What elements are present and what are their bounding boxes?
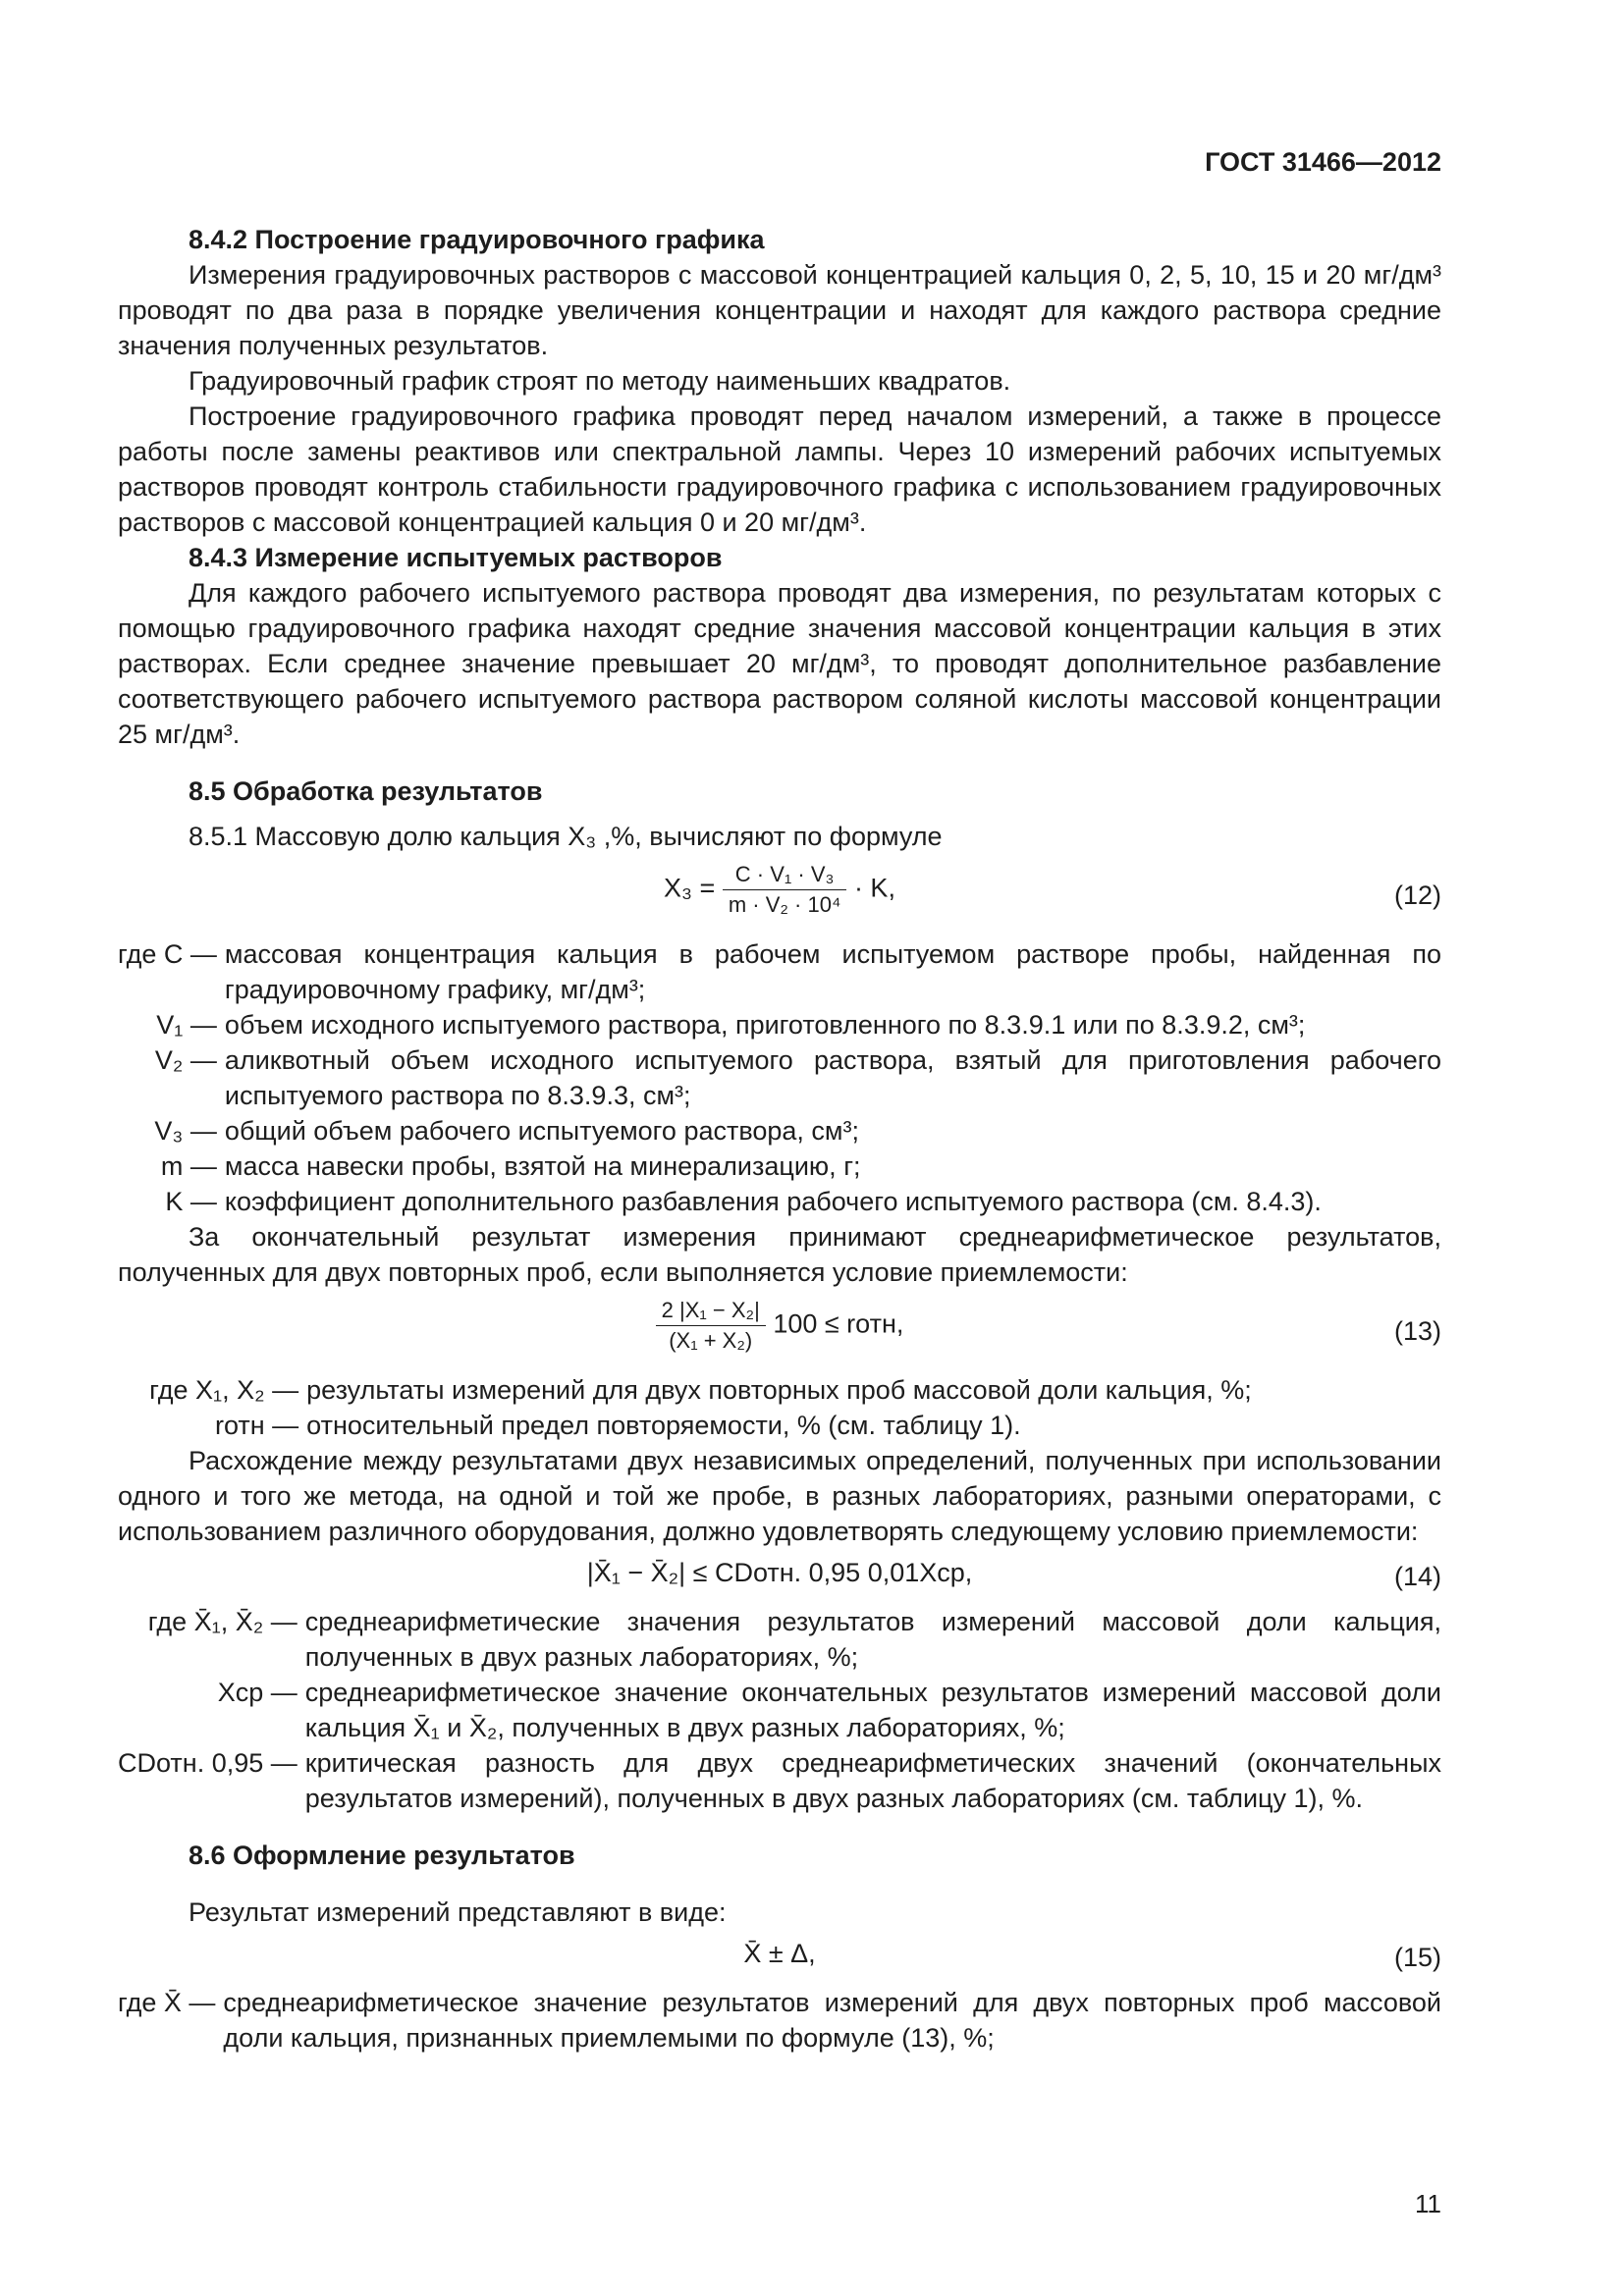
- formula-13-denominator: (X₁ + X₂): [669, 1328, 753, 1353]
- definition-symbol: m —: [160, 1151, 217, 1181]
- section-8-4-3-title: 8.4.3 Измерение испытуемых растворов: [189, 543, 723, 572]
- formula-15-number: (15): [1393, 1943, 1441, 1972]
- definition-row: [118, 1184, 1441, 1219]
- formula-15-expression: X̄ ± Δ,: [743, 1939, 816, 1968]
- definition-text: среднеарифметическое значение результатов измерений для двух повторных проб массовой доли кальция, признанных приемлемыми по формуле (13), %;: [223, 1988, 1441, 2053]
- section-8-5-paragraph-3: Расхождение между результатами двух независимых определений, полученных при использовании одного и того же метода, на одной и той же пробе, в разных лабораториях, разными операторами, с использованием различного оборудования, должно удовлетворять следующему условию приемлемости:: [118, 1446, 1441, 1546]
- definition-symbol: V₁ —: [156, 1010, 217, 1040]
- definition-text: относительный предел повторяемости, % (см. таблицу 1).: [306, 1411, 1021, 1440]
- formula-13-definitions: [118, 1372, 1441, 1443]
- formula-12-denominator: m · V₂ · 10⁴: [728, 892, 841, 917]
- formula-13-number: (13): [1393, 1316, 1441, 1346]
- definition-row: [118, 1604, 1441, 1675]
- definition-row: [118, 1148, 1441, 1184]
- definition-symbol: где X̄ —: [118, 1988, 216, 2017]
- definition-text: результаты измерений для двух повторных проб массовой доли кальция, %;: [306, 1375, 1252, 1405]
- definition-symbol: V₃ —: [154, 1116, 217, 1146]
- formula-14: [118, 1555, 1441, 1598]
- formula-13: [118, 1296, 1441, 1366]
- definition-row: [118, 1372, 1441, 1408]
- definition-row: [118, 1745, 1441, 1816]
- formula-14-expression: |X̄₁ − X̄₂| ≤ CDотн. 0,95 0,01Xср,: [586, 1558, 973, 1587]
- formula-14-number: (14): [1393, 1562, 1441, 1591]
- formula-13-fraction: [656, 1296, 766, 1356]
- definition-symbol: Xср —: [217, 1678, 298, 1707]
- definition-row: [118, 1985, 1441, 2056]
- formula-12: [118, 860, 1441, 931]
- definition-text: масса навески пробы, взятой на минерализацию, г;: [224, 1151, 861, 1181]
- definition-text: среднеарифметическое значение окончательных результатов измерений массовой доли кальция X̄₁ и X̄₂, полученных в двух разных лабораториях, %;: [304, 1678, 1441, 1742]
- body-text: [118, 222, 1441, 2056]
- standard-number: ГОСТ 31466—2012: [1205, 147, 1441, 177]
- formula-12-fraction: [723, 860, 847, 920]
- formula-13-numerator: 2 |X₁ − X₂|: [656, 1296, 766, 1326]
- formula-15-definitions: [118, 1985, 1441, 2056]
- definition-text: критическая разность для двух среднеарифметических значений (окончательных результатов измерений), полученных в двух разных лабораториях (см. таблицу 1), %.: [304, 1748, 1441, 1813]
- definition-symbol: rотн —: [214, 1411, 299, 1440]
- formula-12-number: (12): [1393, 881, 1441, 910]
- definition-symbol: где X̄₁, X̄₂ —: [147, 1607, 298, 1636]
- definition-text: массовая концентрация кальция в рабочем испытуемом растворе пробы, найденная по градуировочному графику, мг/дм³;: [224, 939, 1441, 1004]
- section-8-5-paragraph-2: За окончательный результат измерения принимают среднеарифметическое результатов, полученных для двух повторных проб, если выполняется условие приемлемости:: [118, 1222, 1441, 1287]
- formula-12-numerator: C · V₁ · V₃: [723, 860, 847, 890]
- definition-text: объем исходного испытуемого раствора, приготовленного по 8.3.9.1 или по 8.3.9.2, см³;: [224, 1010, 1306, 1040]
- definition-text: среднеарифметические значения результатов измерений массовой доли кальция, полученных в двух разных лабораториях, %;: [304, 1607, 1441, 1672]
- formula-12-lhs: X₃ =: [664, 873, 716, 903]
- formula-12-rhs: · K,: [853, 873, 895, 903]
- definition-row: [118, 1007, 1441, 1042]
- definition-row: [118, 1113, 1441, 1148]
- definition-symbol: CDотн. 0,95 —: [118, 1748, 298, 1778]
- definition-row: [118, 936, 1441, 1007]
- definition-text: аликвотный объем исходного испытуемого раствора, взятый для приготовления рабочего испытуемого раствора по 8.3.9.3, см³;: [224, 1045, 1441, 1110]
- definition-symbol: V₂ —: [154, 1045, 217, 1075]
- definition-row: [118, 1408, 1441, 1443]
- section-8-4-3-paragraph-1: Для каждого рабочего испытуемого раствора проводят два измерения, по результатам которых с помощью градуировочного графика находят средние значения массовой концентрации кальция в этих растворах. Если среднее значение превышает 20 мг/дм³, то проводят дополнительное разбавление соответствующего рабочего испытуемого раствора раствором соляной кислоты массовой концентрации 25 мг/дм³.: [118, 578, 1441, 749]
- section-8-4-2-paragraph-2: Градуировочный график строят по методу наименьших квадратов.: [189, 366, 1011, 396]
- definition-symbol: где X₁, X₂ —: [149, 1375, 299, 1405]
- definition-symbol: K —: [165, 1187, 217, 1216]
- section-8-5-1-paragraph: 8.5.1 Массовую долю кальция X₃ ,%, вычисляют по формуле: [189, 822, 943, 851]
- definition-text: общий объем рабочего испытуемого раствора, см³;: [224, 1116, 859, 1146]
- section-8-6-paragraph-1: Результат измерений представляют в виде:: [189, 1897, 727, 1927]
- section-8-5-title: 8.5 Обработка результатов: [189, 776, 543, 806]
- formula-14-definitions: [118, 1604, 1441, 1816]
- section-8-6-title: 8.6 Оформление результатов: [189, 1841, 575, 1870]
- formula-12-definitions: [118, 936, 1441, 1219]
- definition-row: [118, 1042, 1441, 1113]
- definition-row: [118, 1675, 1441, 1745]
- page-number: 11: [1415, 2189, 1441, 2218]
- section-8-4-2-paragraph-3: Построение градуировочного графика проводят перед началом измерений, а также в процессе работы после замены реактивов или спектральной лампы. Через 10 измерений рабочих испытуемых растворов проводят контроль стабильности градуировочного графика с использованием градуировочных растворов с массовой концентрацией кальция 0 и 20 мг/дм³.: [118, 401, 1441, 537]
- section-8-4-2-paragraph-1: Измерения градуировочных растворов с массовой концентрацией кальция 0, 2, 5, 10, 15 и 20 мг/дм³ проводят по два раза в порядке увеличения концентрации и находят для каждого раствора средние значения полученных результатов.: [118, 260, 1441, 360]
- definition-text: коэффициент дополнительного разбавления рабочего испытуемого раствора (см. 8.4.3).: [224, 1187, 1322, 1216]
- definition-symbol: где C —: [118, 939, 217, 969]
- section-8-4-2-title: 8.4.2 Построение градуировочного графика: [189, 225, 765, 254]
- formula-15: [118, 1936, 1441, 1979]
- formula-13-rhs: 100 ≤ rотн,: [773, 1308, 904, 1339]
